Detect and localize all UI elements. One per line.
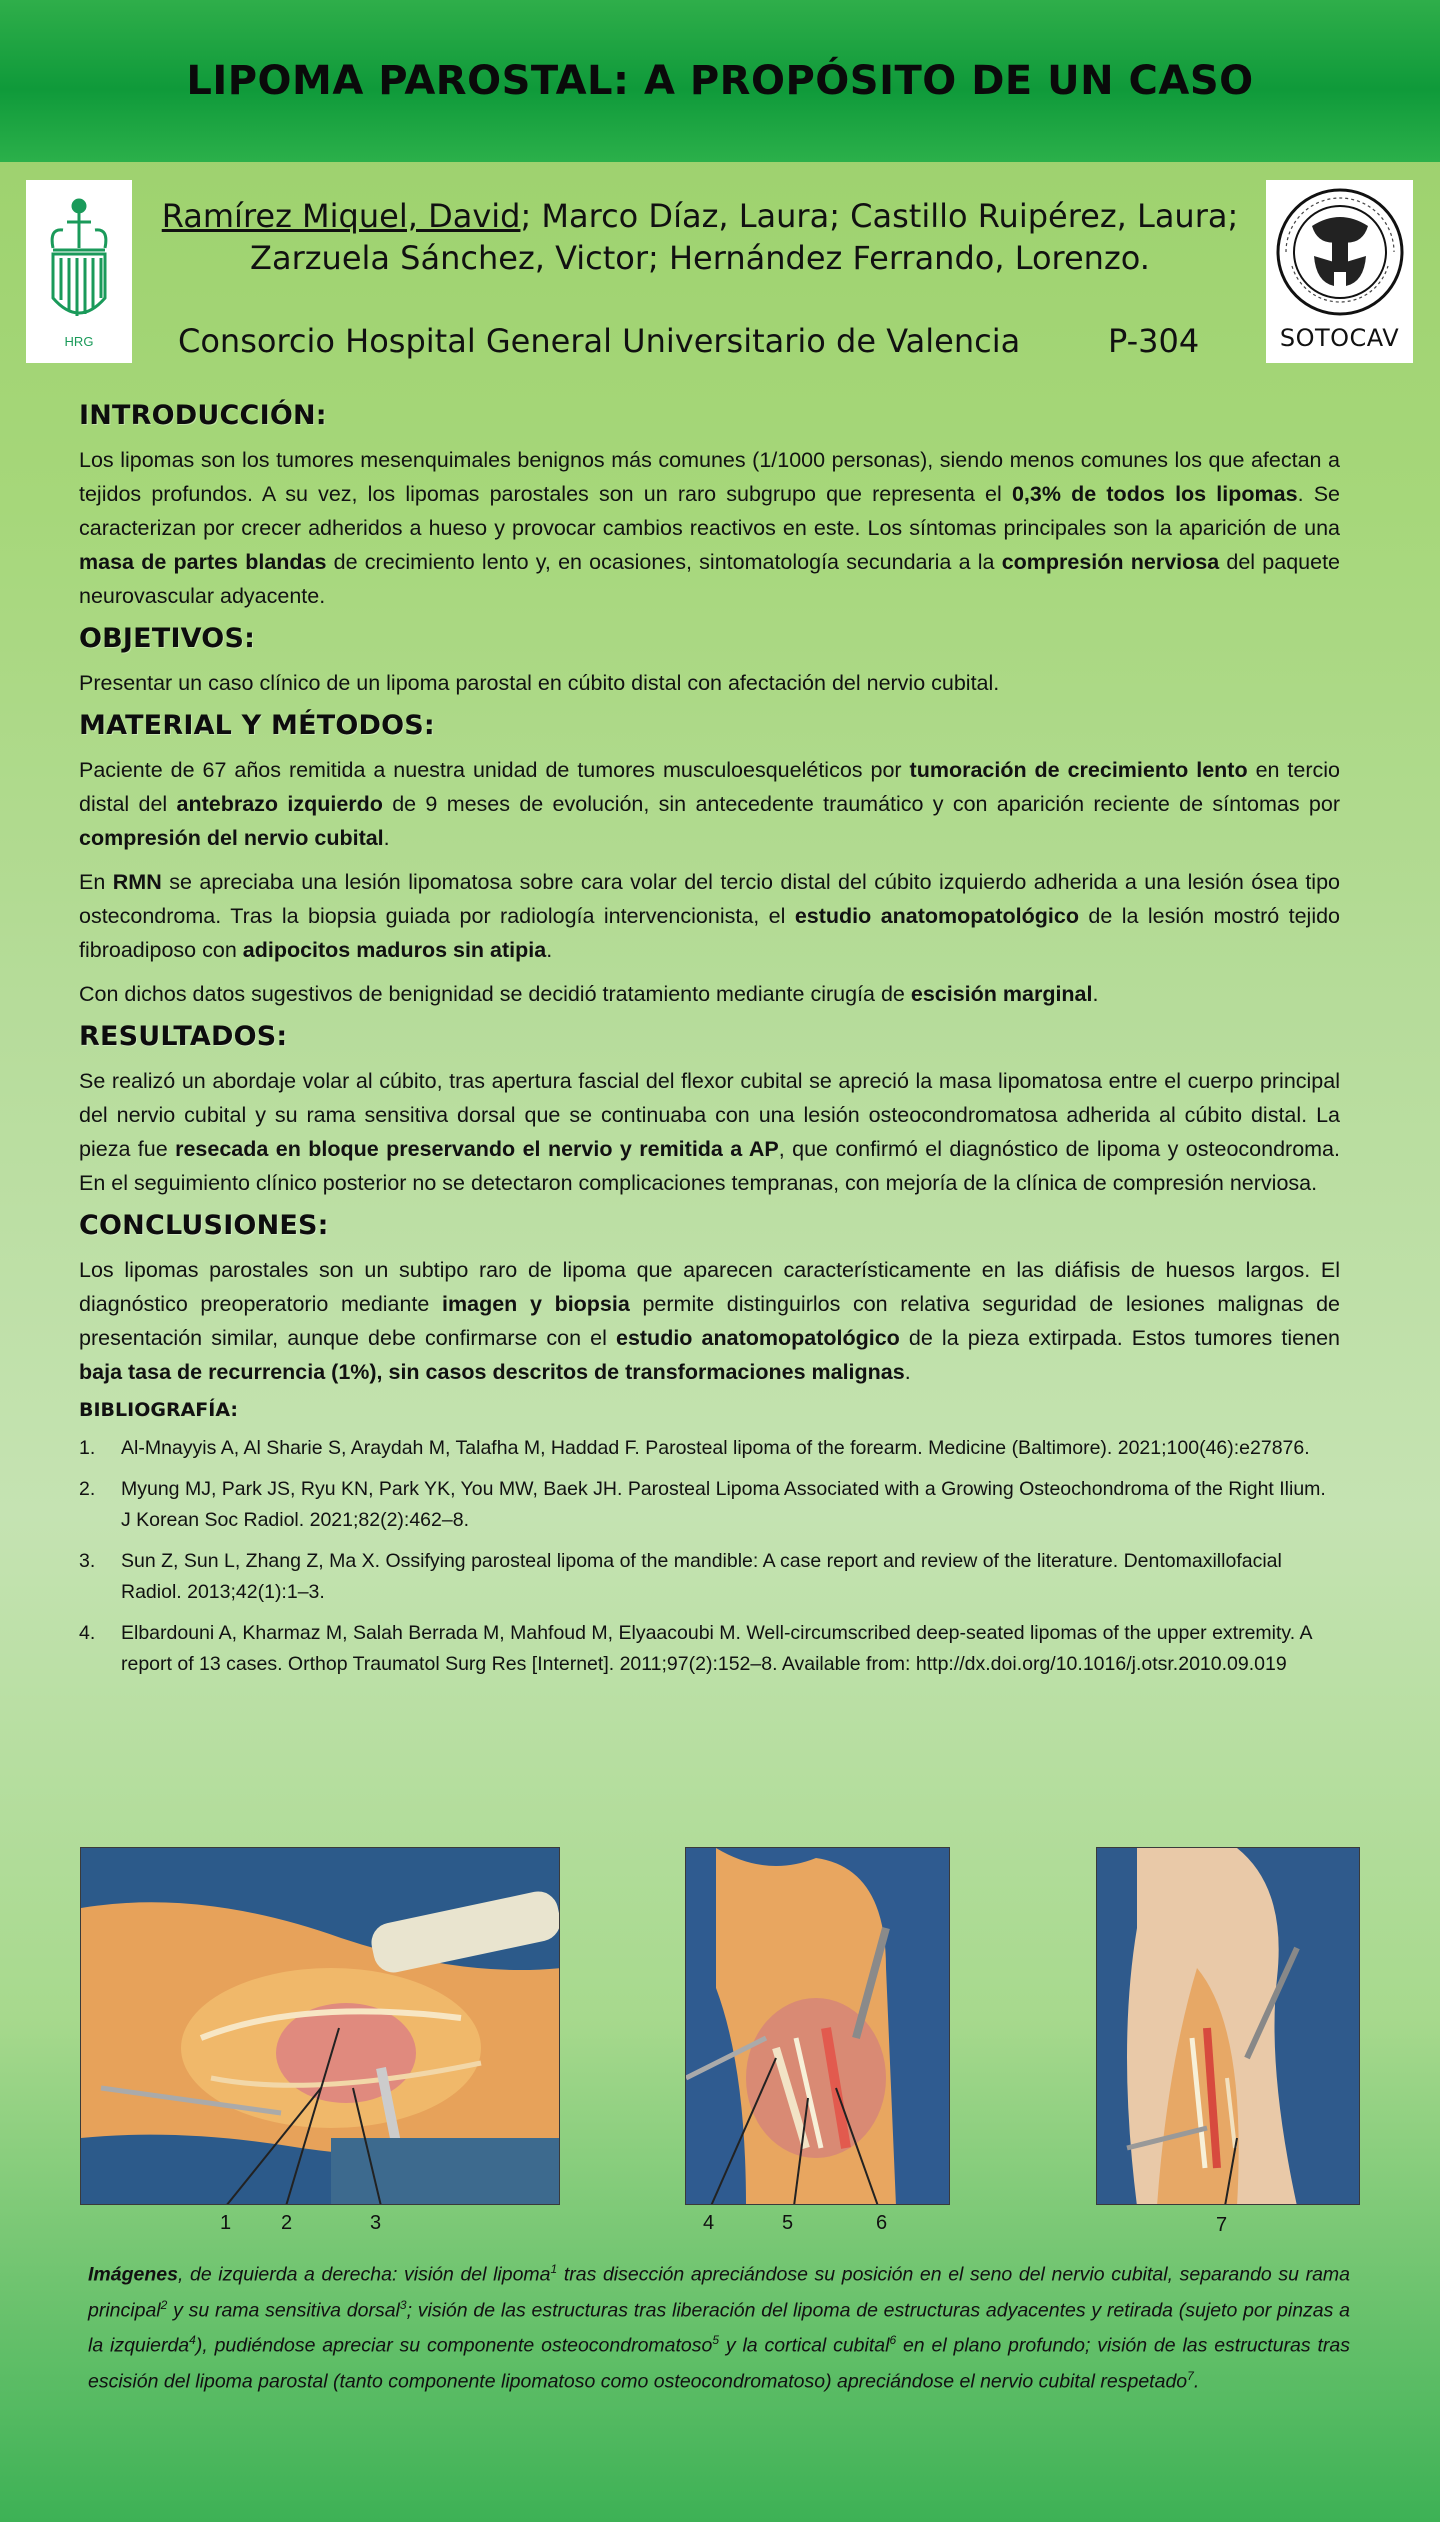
surgical-photo-1-image — [81, 1848, 560, 2205]
methods-paragraph-2: En RMN se apreciaba una lesión lipomatosa sobre cara volar del tercio distal del cúbito izquierdo adherida a una lesión ósea tipo ostecondroma. Tras la biopsia guiada por radiología intervencionista, el estudio anatomopatológico de la lesión mostró tejido fibroadiposo con adipocitos maduros sin atipia. — [79, 870, 1341, 962]
poster-title: LIPOMA PAROSTAL: A PROPÓSITO DE UN CASO — [186, 58, 1254, 104]
first-author: Ramírez Miquel, David — [161, 197, 521, 235]
objectives-paragraph: Presentar un caso clínico de un lipoma parostal en cúbito distal con afectación del nervio cubital. — [79, 671, 1000, 695]
bibliography-item: 2. Myung MJ, Park JS, Ryu KN, Park YK, You MW, Baek JH. Parosteal Lipoma Associated with a Growing Osteochondroma of the Right Ilium. J Korean Soc Radiol. 2021;82(2):462–8. — [79, 1478, 1326, 1531]
results-paragraph: Se realizó un abordaje volar al cúbito, tras apertura fascial del flexor cubital se apreció la masa lipomatosa entre el cuerpo principal del nervio cubital y su rama sensitiva dorsal que se continuaba con una lesión osteocondromatosa adherida al cúbito distal. La pieza fue resecada en bloque preservando el nervio y remitida a AP, que confirmó el diagnóstico de lipoma y osteocondroma. En el seguimiento clínico posterior no se detectaron complicaciones tempranas, con mejoría de la clínica de compresión nerviosa. — [79, 1069, 1340, 1195]
surgical-photo-1 — [80, 1847, 560, 2205]
header-bar — [0, 0, 1440, 162]
institution: Consorcio Hospital General Universitario de Valencia — [178, 322, 1021, 360]
surgical-photo-2-image — [686, 1848, 950, 2205]
main-content — [79, 390, 1340, 1690]
figure-label: 3 — [370, 2212, 382, 2234]
bibliography-item: 3. Sun Z, Sun L, Zhang Z, Ma X. Ossifying parosteal lipoma of the mandible: A case report and review of the literature. Dentomaxillofacial Radiol. 2013;42(1):1–3. — [79, 1550, 1282, 1603]
author-list — [150, 195, 1250, 279]
figure-label: 7 — [1216, 2214, 1228, 2236]
bibliography-list — [79, 1433, 1340, 1680]
intro-paragraph: Los lipomas son los tumores mesenquimales benignos más comunes (1/1000 personas), siendo menos comunes los que afectan a tejidos profundos. A su vez, los lipomas parostales son un raro subgrupo que representa el 0,3% de todos los lipomas. Se caracterizan por crecer adheridos a hueso y provocar cambios reactivos en este. Los síntomas principales son la aparición de una masa de partes blandas de crecimiento lento y, en ocasiones, sintomatología secundaria a la compresión nerviosa del paquete neurovascular adyacente. — [79, 448, 1340, 608]
methods-heading: MATERIAL Y MÉTODOS: — [79, 710, 435, 741]
figure-caption: Imágenes, de izquierda a derecha: visión del lipoma$^1$ tras disección apreciándose su posición en el seno del nervio cubital, separando su rama principal$^2$ y su rama sensitiva dorsal$^3$; visión de las estructuras tras liberación del lipoma de estructuras adyacentes y retirada (sujeto por pinzas a la izquierda$^4$), pudiéndose apreciar su componente osteocondromatoso$^5$ y la cortical cubital$^6$ en el plano profundo; visión de las estructuras tras escisión del lipoma parostal (tanto componente lipomatoso como osteocondromatoso) apreciándose el nervio cubital respetado$^7$. — [88, 2262, 1351, 2392]
objectives-heading: OBJETIVOS: — [79, 623, 256, 654]
surgical-photo-2 — [685, 1847, 950, 2205]
surgical-photo-3-image — [1097, 1848, 1360, 2205]
hospital-logo — [26, 180, 132, 363]
figure-label: 1 — [220, 2212, 232, 2234]
methods-paragraph-1: Paciente de 67 años remitida a nuestra unidad de tumores musculoesqueléticos por tumoración de crecimiento lento en tercio distal del antebrazo izquierdo de 9 meses de evolución, sin antecedente traumático y con aparición reciente de síntomas por compresión del nervio cubital. — [79, 758, 1341, 850]
figure-label: 6 — [876, 2212, 888, 2234]
figure-label: 2 — [281, 2212, 293, 2234]
society-name: SOTOCAV — [1279, 324, 1400, 352]
conclusions-heading: CONCLUSIONES: — [79, 1210, 329, 1241]
bibliography-item: 4. Elbardouni A, Kharmaz M, Salah Berrada M, Mahfoud M, Elyaacoubi M. Well-circumscribed deep-seated lipomas of the upper extremity. A report of 13 cases. Orthop Traumatol Surg Res [Internet]. 2011;97(2):152–8. Available from: http://dx.doi.org/10.1016/j.otsr.2010.09.019 — [79, 1622, 1312, 1675]
society-logo — [1266, 180, 1413, 363]
logo-letters: HRG — [64, 333, 94, 349]
bibliography-heading: BIBLIOGRAFÍA: — [79, 1399, 238, 1421]
methods-paragraph-3: Con dichos datos sugestivos de benignidad se decidió tratamiento mediante cirugía de escisión marginal. — [79, 982, 1099, 1006]
bibliography-item: 1. Al-Mnayyis A, Al Sharie S, Araydah M, Talafha M, Haddad F. Parosteal lipoma of the forearm. Medicine (Baltimore). 2021;100(46):e27876. — [79, 1437, 1310, 1459]
co-authors: ; Marco Díaz, Laura; Castillo Ruipérez, Laura; Zarzuela Sánchez, Victor; Hernández Ferrando, Lorenzo. — [250, 197, 1239, 277]
surgical-photo-3 — [1096, 1847, 1360, 2205]
intro-heading: INTRODUCCIÓN: — [79, 400, 327, 431]
society-seal-icon — [1272, 186, 1408, 318]
results-heading: RESULTADOS: — [79, 1021, 288, 1052]
conclusions-paragraph: Los lipomas parostales son un subtipo raro de lipoma que aparecen característicamente en las diáfisis de huesos largos. El diagnóstico preoperatorio mediante imagen y biopsia permite distinguirlos con relativa seguridad de lesiones malignas de presentación similar, aunque debe confirmarse con el estudio anatomopatológico de la pieza extirpada. Estos tumores tienen baja tasa de recurrencia (1%), sin casos descritos de transformaciones malignas. — [79, 1258, 1340, 1384]
hospital-crest-icon — [39, 188, 119, 356]
poster-code: P-304 — [1108, 322, 1200, 360]
figure-label: 4 — [703, 2212, 715, 2234]
figure-label: 5 — [782, 2212, 794, 2234]
